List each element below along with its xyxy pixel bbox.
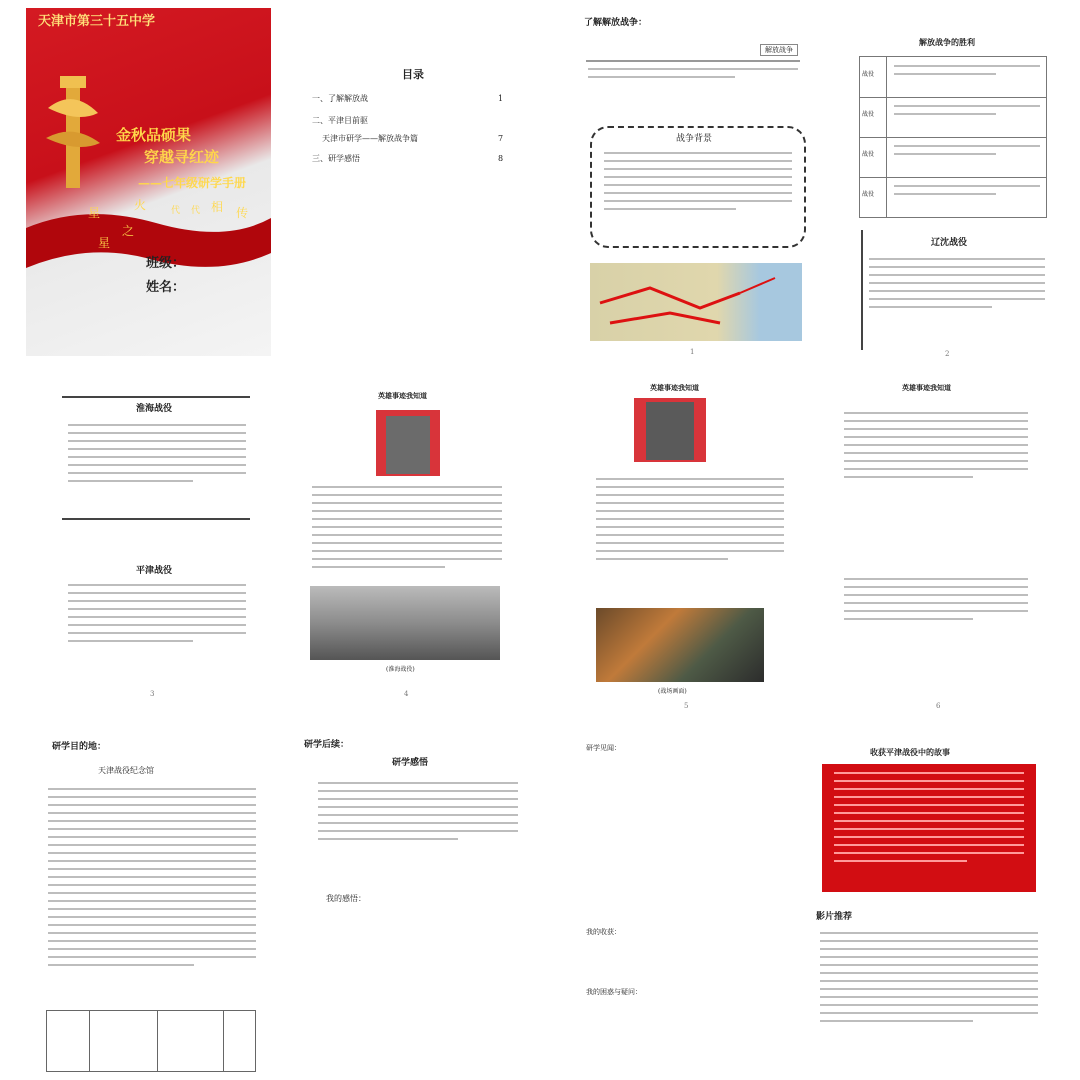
toc-item[interactable]: 二、平津目前驱 — [312, 116, 368, 125]
notes-page — [582, 738, 792, 1074]
photo-caption: (战场画面) — [658, 688, 687, 695]
hero-text — [844, 412, 1028, 484]
table-title: 解放战争的胜利 — [919, 37, 975, 47]
timeline-button[interactable]: 解放战争 — [760, 44, 798, 56]
section-text — [68, 584, 246, 648]
war-map — [590, 263, 802, 341]
hero-portrait — [376, 410, 440, 476]
table-row-label: 战役 — [862, 191, 875, 198]
slogan-char: 星 — [98, 236, 111, 250]
slogan-char: 火 — [134, 198, 147, 212]
left-rule — [861, 230, 863, 350]
hero-page-1 — [304, 390, 509, 710]
cover-title-2: 穿越寻红迹 — [144, 148, 220, 166]
table-row-label: 战役 — [862, 71, 875, 78]
hero-text — [596, 478, 784, 566]
rule — [62, 396, 250, 398]
table-row-label: 战役 — [862, 111, 875, 118]
recommend-page — [812, 738, 1044, 1074]
slogan-char: 传 — [236, 206, 249, 220]
page-heading: 英雄事迹我知道 — [650, 383, 699, 392]
page-heading: 研学后续： — [304, 740, 350, 750]
hero-text — [844, 578, 1028, 626]
section-text — [68, 424, 246, 488]
slogan-char: 之 — [122, 224, 135, 238]
page-number: 3 — [150, 690, 155, 698]
page-subheading: 天津战役纪念馆 — [98, 766, 154, 775]
page-heading: 了解解放战争： — [584, 18, 648, 28]
timeline-entries — [588, 68, 798, 84]
page-number: 1 — [690, 348, 695, 356]
section-title: 平津战役 — [136, 566, 173, 576]
table-row-label: 战役 — [862, 151, 875, 158]
record-table — [46, 1010, 256, 1072]
hero-page-3 — [832, 382, 1037, 712]
cover-subtitle: ——七年级研学手册 — [138, 176, 247, 190]
pillar-icon — [38, 68, 108, 198]
section-title: 影片推荐 — [816, 912, 853, 922]
page-number: 5 — [684, 702, 689, 710]
rule — [62, 518, 250, 520]
battle-photo — [310, 586, 500, 660]
reflection-label: 我的感悟： — [326, 894, 366, 903]
toc-page-number: 1 — [498, 94, 504, 103]
slogan-char: 星 — [88, 206, 101, 220]
toc-page-number: 7 — [498, 134, 504, 143]
name-label: 姓名： — [146, 280, 186, 295]
section-text — [869, 258, 1045, 314]
page-number: 4 — [404, 690, 409, 698]
victory-table — [859, 56, 1047, 218]
toc-item[interactable]: 天津市研学——解放战争篇 — [322, 134, 418, 143]
cover-title-1: 金秋品硕果 — [116, 126, 192, 144]
notes-label: 我的困惑与疑问： — [586, 988, 642, 996]
section-title: 淮海战役 — [136, 404, 173, 414]
hero-page-2 — [586, 382, 791, 712]
reflection-text — [318, 782, 518, 846]
toc-page — [300, 8, 530, 356]
notes-label: 研学见闻： — [586, 744, 621, 752]
followup-page — [300, 738, 525, 1074]
hero-text — [312, 486, 502, 574]
page-subheading: 研学感悟 — [392, 758, 429, 768]
page-number: 2 — [945, 350, 950, 356]
red-story-box — [822, 764, 1036, 892]
cover-page — [26, 8, 271, 356]
page-number: 6 — [936, 702, 941, 710]
recommend-text — [820, 932, 1038, 1028]
slogan-char: 相 — [211, 200, 224, 214]
hero-portrait — [634, 398, 706, 462]
class-label: 班级： — [146, 256, 186, 271]
destination-page — [40, 738, 260, 1074]
slogan-char: 代 — [171, 206, 181, 216]
toc-item[interactable]: 三、研学感悟 — [312, 154, 360, 163]
victory-page — [855, 8, 1050, 356]
toc-page-number: 8 — [498, 154, 504, 163]
photo-caption: (淮海战役) — [386, 666, 415, 673]
battle-painting — [596, 608, 764, 682]
section-title: 辽沈战役 — [931, 238, 968, 248]
war-intro-page — [582, 8, 807, 356]
page-heading: 英雄事迹我知道 — [902, 383, 951, 392]
slogan-char: 代 — [191, 206, 201, 216]
timeline-axis — [586, 60, 800, 62]
notes-label: 我的收获： — [586, 928, 621, 936]
page-heading: 研学目的地： — [52, 742, 107, 752]
background-box — [590, 126, 806, 248]
destination-text — [48, 788, 256, 972]
toc-title: 目录 — [402, 68, 424, 81]
toc-item[interactable]: 一、了解解放战 — [312, 94, 368, 103]
campaigns-page — [58, 390, 253, 710]
box-title: 战争背景 — [676, 134, 713, 144]
school-name: 天津市第三十五中学 — [38, 14, 156, 29]
page-heading: 英雄事迹我知道 — [378, 391, 427, 400]
page-heading: 收获平津战役中的故事 — [870, 747, 950, 757]
